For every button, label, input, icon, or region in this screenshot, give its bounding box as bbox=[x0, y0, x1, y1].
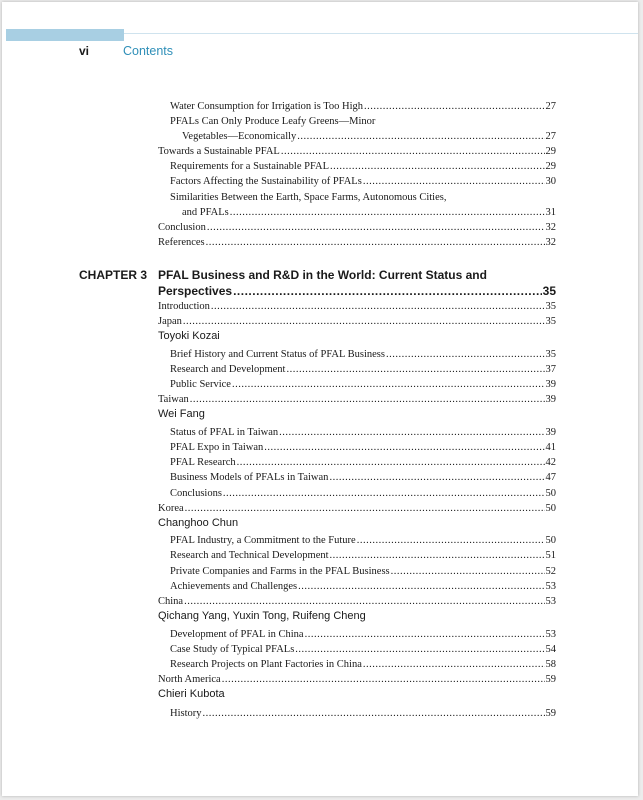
dot-leader bbox=[237, 456, 545, 469]
toc-entry[interactable]: Development of PFAL in China ..... 53 bbox=[170, 628, 556, 641]
section-author: Wei Fang bbox=[158, 408, 205, 420]
dot-leader bbox=[203, 707, 545, 720]
toc-entry[interactable]: Conclusion ..... 32 bbox=[158, 221, 556, 234]
dot-leader bbox=[286, 363, 544, 376]
toc-entry[interactable]: Case Study of Typical PFALs ..... 54 bbox=[170, 643, 556, 656]
dot-leader bbox=[363, 658, 545, 671]
toc-entry[interactable]: Japan ..... 35 bbox=[158, 315, 556, 328]
header-accent-bar bbox=[6, 29, 124, 41]
dot-leader bbox=[207, 221, 545, 234]
toc-entry[interactable]: Brief History and Current Status of PFAL Business ..... 35 bbox=[170, 348, 556, 361]
dot-leader bbox=[222, 673, 545, 686]
dot-leader bbox=[357, 534, 545, 547]
chapter-title-continued[interactable]: Perspectives ..... 35 bbox=[158, 284, 556, 298]
toc-entry[interactable]: Water Consumption for Irrigation is Too High ..... 27 bbox=[170, 100, 556, 113]
dot-leader bbox=[386, 348, 545, 361]
toc-entry[interactable]: Conclusions ..... 50 bbox=[170, 487, 556, 500]
dot-leader bbox=[264, 441, 544, 454]
dot-leader bbox=[305, 628, 545, 641]
toc-entry[interactable]: Achievements and Challenges ..... 53 bbox=[170, 580, 556, 593]
toc-entry[interactable]: North America ..... 59 bbox=[158, 673, 556, 686]
chapter-title[interactable]: PFAL Business and R&D in the World: Current Status and bbox=[158, 268, 487, 282]
toc-entry[interactable]: Introduction ..... 35 bbox=[158, 300, 556, 313]
toc-entry[interactable]: Public Service ..... 39 bbox=[170, 378, 556, 391]
toc-entry[interactable]: PFAL Industry, a Commitment to the Future ..... 50 bbox=[170, 534, 556, 547]
dot-leader bbox=[330, 160, 544, 173]
chapter-label: CHAPTER 3 bbox=[79, 268, 148, 282]
section-author: Qichang Yang, Yuxin Tong, Ruifeng Cheng bbox=[158, 610, 366, 622]
dot-leader bbox=[279, 426, 544, 439]
section-author: Chieri Kubota bbox=[158, 688, 225, 700]
dot-leader bbox=[330, 549, 545, 562]
dot-leader bbox=[232, 378, 545, 391]
dot-leader bbox=[233, 284, 542, 298]
toc-entry[interactable]: Towards a Sustainable PFAL ..... 29 bbox=[158, 145, 556, 158]
dot-leader bbox=[211, 300, 545, 313]
toc-entry[interactable]: Private Companies and Farms in the PFAL Business ..... 52 bbox=[170, 565, 556, 578]
dot-leader bbox=[363, 175, 545, 188]
toc-entry[interactable]: Research and Development ..... 37 bbox=[170, 363, 556, 376]
toc-entry[interactable]: PFAL Research ..... 42 bbox=[170, 456, 556, 469]
dot-leader bbox=[364, 100, 544, 113]
page bbox=[2, 2, 638, 796]
toc-entry[interactable]: Research and Technical Development ..... 51 bbox=[170, 549, 556, 562]
section-author: Changhoo Chun bbox=[158, 517, 239, 529]
dot-leader bbox=[298, 580, 544, 593]
dot-leader bbox=[230, 206, 545, 219]
dot-leader bbox=[329, 471, 544, 484]
toc-entry[interactable]: Status of PFAL in Taiwan ..... 39 bbox=[170, 426, 556, 439]
toc-entry[interactable]: PFALs Can Only Produce Leafy Greens—Minor bbox=[170, 116, 376, 127]
dot-leader bbox=[184, 595, 544, 608]
toc-entry[interactable]: Research Projects on Plant Factories in China ..... 58 bbox=[170, 658, 556, 671]
dot-leader bbox=[281, 145, 545, 158]
running-head: Contents bbox=[123, 44, 174, 58]
toc-entry[interactable]: Korea ..... 50 bbox=[158, 502, 556, 515]
dot-leader bbox=[391, 565, 545, 578]
toc-entry[interactable]: PFAL Expo in Taiwan ..... 41 bbox=[170, 441, 556, 454]
toc-entry[interactable]: and PFALs ..... 31 bbox=[182, 206, 556, 219]
toc-entry[interactable]: Taiwan ..... 39 bbox=[158, 393, 556, 406]
toc-entry[interactable]: Similarities Between the Earth, Space Farms, Autonomous Cities, bbox=[170, 192, 447, 203]
dot-leader bbox=[223, 487, 545, 500]
toc-entry[interactable]: China ..... 53 bbox=[158, 595, 556, 608]
dot-leader bbox=[183, 315, 545, 328]
header-rule bbox=[124, 33, 638, 34]
toc-entry[interactable]: References ..... 32 bbox=[158, 236, 556, 249]
toc-entry[interactable]: Vegetables—Economically ..... 27 bbox=[182, 130, 556, 143]
toc-entry[interactable]: Factors Affecting the Sustainability of PFALs ..... 30 bbox=[170, 175, 556, 188]
toc-entry[interactable]: History ..... 59 bbox=[170, 707, 556, 720]
dot-leader bbox=[206, 236, 545, 249]
toc-entry[interactable]: Business Models of PFALs in Taiwan ..... 47 bbox=[170, 471, 556, 484]
dot-leader bbox=[295, 643, 544, 656]
folio: vi bbox=[79, 44, 90, 58]
dot-leader bbox=[185, 502, 545, 515]
section-author: Toyoki Kozai bbox=[158, 330, 220, 342]
dot-leader bbox=[190, 393, 545, 406]
toc-entry[interactable]: Requirements for a Sustainable PFAL ..... 29 bbox=[170, 160, 556, 173]
dot-leader bbox=[297, 130, 544, 143]
